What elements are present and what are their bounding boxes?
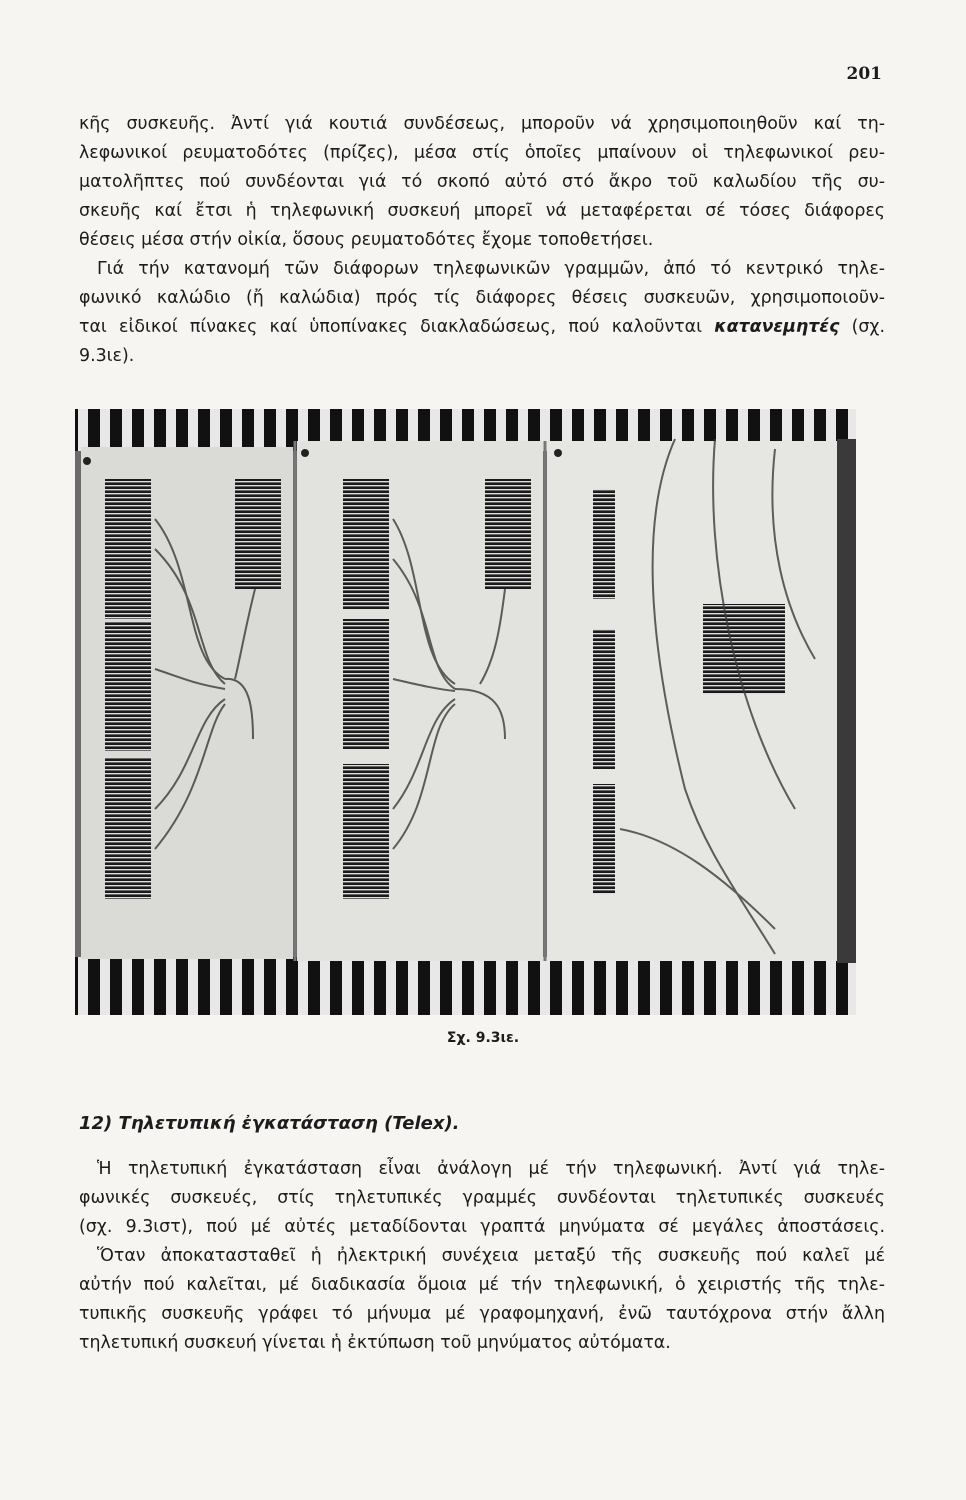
text-line: Ὅταν ἀποκατασταθεῖ ἡ ἠλεκτρική συνέχεια μεταξύ τῆς συσκευῆς πού καλεῖ μέ (97, 1246, 885, 1266)
terminal-strip (105, 757, 151, 899)
panel-3 (547, 441, 837, 961)
term-katanemites: κατανεμητές (714, 317, 840, 337)
terminal-strip (343, 619, 389, 749)
terminal-strip (343, 764, 389, 899)
text-line: φωνικό καλώδιο (ἤ καλώδια) πρός τίς διάφορες θέσεις συσκευῶν, χρησιμοποιοῦν- (79, 288, 885, 308)
text-line: σκευῆς καί ἔτσι ἡ τηλεφωνική συσκευή μπορεῖ νά μεταφέρεται σέ τόσες διάφορες (79, 201, 885, 221)
text-fragment: (σχ. (839, 317, 885, 337)
text-line-with-term (79, 313, 885, 342)
telex-paragraphs (79, 1155, 885, 1358)
terminal-strip (235, 479, 281, 589)
text-line: τηλετυπική συσκευή γίνεται ἡ ἐκτύπωση τοῦ μηνύματος αὐτόματα. (79, 1333, 671, 1353)
page-number: 201 (846, 64, 882, 84)
terminal-strip (593, 784, 615, 894)
terminal-strip (105, 479, 151, 619)
text-fragment: ται εἰδικοί πίνακες καί ὑποπίνακες διακλαδώσεως, πού καλοῦνται (79, 317, 715, 337)
text-line: κῆς συσκευῆς. Ἀντί γιά κουτιά συνδέσεως, μποροῦν νά χρησιμοποιηθοῦν καί τη- (79, 114, 885, 134)
section-heading: 12) Τηλετυπική ἐγκατάσταση (Telex). (79, 1113, 460, 1134)
text-line: θέσεις μέσα στήν οἰκία, ὅσους ρευματοδότες ἔχομε τοποθετήσει. (79, 230, 654, 250)
terminal-strip (105, 621, 151, 751)
bottom-cable-rack (75, 957, 856, 1015)
text-line: λεφωνικοί ρευματοδότες (πρίζες), μέσα στίς ὁποῖες μπαίνουν οἱ τηλεφωνικοί ρευ- (79, 143, 885, 163)
text-line: αὐτήν πού καλεῖται, μέ διαδικασία ὅμοια μέ τήν τηλεφωνική, ὁ χειριστής τῆς τηλε- (79, 1275, 885, 1295)
terminal-strip (343, 479, 389, 609)
text-line: 9.3ιε). (79, 346, 135, 366)
text-line: φωνικές συσκευές, στίς τηλετυπικές γραμμές συνδέονται τηλετυπικές συσκευές (79, 1188, 885, 1208)
terminal-strip (593, 629, 615, 769)
text-line: Γιά τήν κατανομή τῶν διάφορων τηλεφωνικῶν γραμμῶν, ἀπό τό κεντρικό τηλε- (97, 259, 885, 279)
text-line: ματολῆπτες πού συνδέονται γιά τό σκοπό αὐτό στό ἄκρο τοῦ καλωδίου τῆς συ- (79, 172, 885, 192)
text-line: Ἡ τηλετυπική ἐγκατάσταση εἶναι ἀνάλογη μέ τήν τηλεφωνική. Ἀντί γιά τηλε- (97, 1159, 885, 1179)
distribution-frame-photo (75, 409, 856, 1015)
text-line: (σχ. 9.3ιστ), πού μέ αὐτές μεταδίδονται γραπτά μηνύματα σέ μεγάλες ἀποστάσεις. (79, 1217, 885, 1237)
text-line: τυπικῆς συσκευῆς γράφει τό μήνυμα μέ γραφομηχανή, ἐνῶ ταυτόχρονα στήν ἄλλη (79, 1304, 885, 1324)
terminal-strip (593, 489, 615, 599)
intro-paragraphs (79, 110, 885, 371)
terminal-strip (485, 479, 531, 589)
figure-caption: Σχ. 9.3ιε. (446, 1030, 520, 1046)
terminal-block (703, 604, 785, 694)
